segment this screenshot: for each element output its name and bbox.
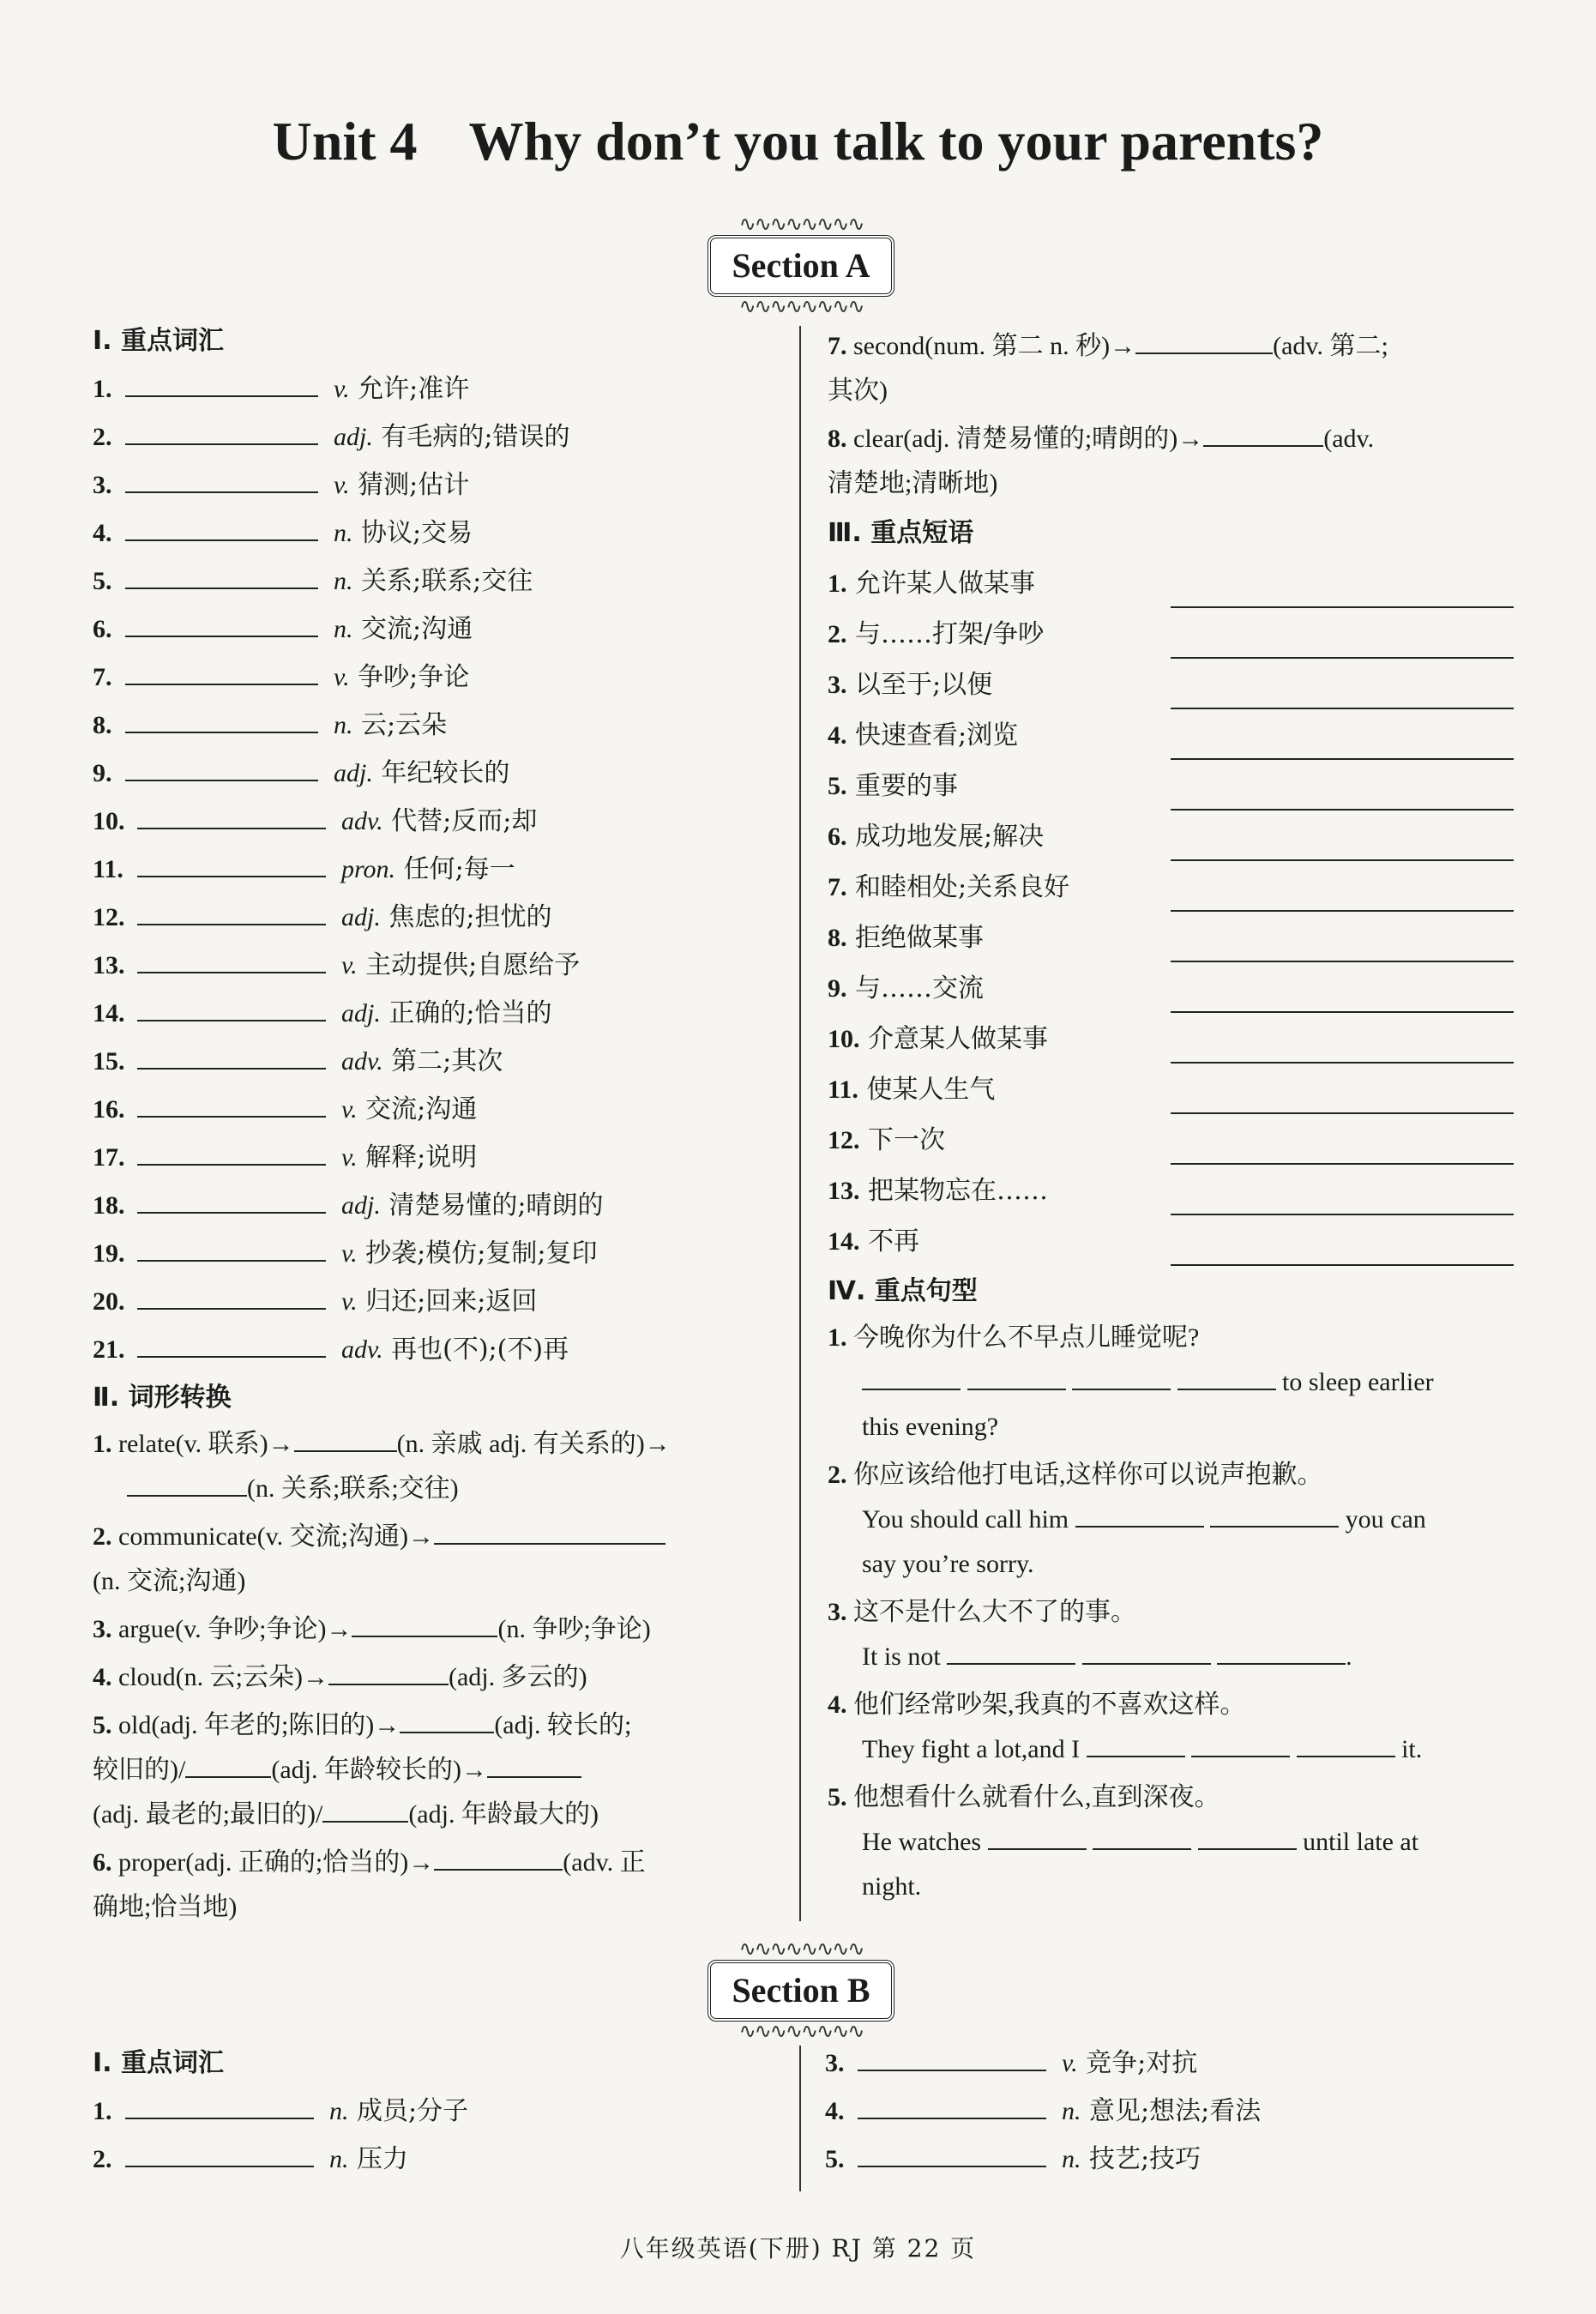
phrase-item [828, 861, 1514, 912]
unit-number: Unit 4 [272, 111, 418, 172]
wordform-heading: Ⅱ. 词形转换 [93, 1383, 232, 1413]
part-of-speech: adv. [341, 1047, 383, 1076]
answer-blank[interactable] [294, 1425, 397, 1452]
phrase-item [828, 962, 1514, 1013]
item-number: 10. [828, 1025, 860, 1053]
vocab-item: 3. v. 竞争;对抗 [825, 2040, 1511, 2088]
wordform-item: 2. communicate(v. 交流;沟通)→ (n. 交流;沟通) [93, 1515, 779, 1604]
item-number: 9. [93, 759, 112, 787]
phrase-list [828, 557, 1514, 1266]
item-number: 14. [93, 999, 125, 1027]
answer-blank[interactable] [1171, 985, 1514, 1013]
answer-blank[interactable] [487, 1751, 581, 1778]
item-number: 11. [828, 1076, 858, 1104]
unit-question: Why don’t you talk to your parents? [468, 111, 1324, 172]
answer-blank[interactable] [352, 1610, 497, 1637]
answer-blank[interactable] [137, 850, 326, 877]
item-number: 8. [93, 711, 112, 739]
answer-blank[interactable] [137, 1186, 326, 1214]
answer-blank[interactable] [137, 1234, 326, 1262]
phrase-text: 重要的事 [855, 771, 959, 801]
definition: 清楚易懂的;晴朗的 [388, 1190, 604, 1220]
answer-blank[interactable] [1177, 1363, 1276, 1390]
phrase-item [828, 1114, 1514, 1165]
phrase-heading: Ⅲ. 重点短语 [828, 518, 974, 548]
item-number: 5. [828, 772, 847, 800]
item-number: 19. [93, 1239, 125, 1268]
part-of-speech: pron. [341, 855, 396, 883]
answer-blank[interactable] [125, 418, 318, 445]
phrase-item [828, 659, 1514, 709]
answer-blank[interactable] [988, 1823, 1087, 1850]
sentence-heading: Ⅳ. 重点句型 [828, 1276, 978, 1306]
vocab-item [93, 413, 779, 461]
answer-blank[interactable] [1203, 419, 1323, 447]
phrase-text: 把某物忘在…… [868, 1176, 1049, 1206]
item-number: 2. [828, 620, 847, 648]
answer-blank[interactable] [858, 2044, 1046, 2071]
phrase-text: 与……打架/争吵 [855, 619, 1045, 649]
answer-blank[interactable] [967, 1363, 1066, 1390]
definition: 猜测;估计 [358, 470, 470, 500]
phrase-item [828, 709, 1514, 760]
phrase-text: 介意某人做某事 [868, 1024, 1049, 1054]
page-footer: 八年级英语(下册) RJ 第 22 页 [619, 2234, 977, 2263]
item-number: 18. [93, 1191, 125, 1220]
item-number: 12. [93, 903, 125, 931]
sentence-item: 1. 今晚你为什么不早点儿睡觉呢? to sleep earlier this evening? [828, 1323, 1434, 1441]
phrase-text: 允许某人做某事 [855, 569, 1036, 599]
phrase-text: 不再 [868, 1226, 920, 1256]
part-of-speech: v. [334, 375, 350, 403]
phrase-item [828, 608, 1514, 659]
definition: 有毛病的;错误的 [381, 422, 570, 452]
answer-blank[interactable] [858, 2140, 1046, 2167]
definition: 正确的;恰当的 [388, 998, 552, 1028]
unit-title [0, 110, 1596, 173]
phrase-text: 下一次 [868, 1125, 946, 1155]
vocab-list [93, 365, 779, 1374]
answer-blank[interactable] [1171, 682, 1514, 709]
sentence-item: 3. 这不是什么大不了的事。 It is not . [828, 1598, 1352, 1671]
answer-blank[interactable] [1087, 1730, 1185, 1757]
wordform-item: 8. clear(adj. 清楚易懂的;晴朗的)→ (adv. 清楚地;清晰地) [828, 417, 1514, 506]
answer-blank[interactable] [137, 994, 326, 1021]
answer-blank[interactable] [1171, 935, 1514, 962]
answer-blank[interactable] [125, 514, 318, 541]
answer-blank[interactable] [1217, 1637, 1346, 1665]
vocab-item [93, 654, 779, 702]
phrase-text: 以至于;以便 [855, 670, 993, 700]
item-number: 20. [93, 1287, 125, 1316]
answer-blank[interactable] [1171, 783, 1514, 811]
definition: 再也(不);(不)再 [391, 1335, 569, 1365]
item-number: 12. [828, 1126, 860, 1154]
answer-blank[interactable] [1171, 1137, 1514, 1165]
part-of-speech: n. [334, 711, 353, 739]
vocab-item [93, 1182, 779, 1230]
answer-blank[interactable] [1171, 631, 1514, 659]
vocab-item [93, 557, 779, 606]
vocab-item: 2. n. 压力 [93, 2136, 779, 2184]
definition: 主动提供;自愿给予 [365, 950, 581, 980]
vocab-item [93, 606, 779, 654]
answer-blank[interactable] [125, 2092, 314, 2119]
part-of-speech: n. [334, 519, 353, 547]
answer-blank[interactable] [1171, 1087, 1514, 1114]
answer-blank[interactable] [328, 1658, 449, 1685]
phrase-item [828, 811, 1514, 861]
definition: 协议;交易 [361, 518, 473, 548]
vocab-item [93, 1230, 779, 1278]
definition: 第二;其次 [391, 1046, 503, 1076]
answer-blank[interactable] [858, 2092, 1046, 2119]
phrase-text: 与……交流 [855, 973, 985, 1003]
part-of-speech: adj. [334, 423, 373, 451]
phrase-item [828, 1215, 1514, 1266]
column-divider-b [799, 2046, 801, 2191]
phrase-item [828, 1064, 1514, 1114]
definition: 交流;沟通 [365, 1094, 478, 1124]
vocab-item: 1. n. 成员;分子 [93, 2088, 779, 2136]
phrase-item [828, 557, 1514, 608]
part-of-speech: v. [341, 951, 358, 979]
vocab-item: 5. n. 技艺;技巧 [825, 2136, 1511, 2184]
phrase-text: 成功地发展;解决 [855, 822, 1045, 852]
vocab-item [93, 509, 779, 557]
item-number: 13. [93, 951, 125, 979]
vocab-item [93, 1278, 779, 1326]
phrase-item [828, 912, 1514, 962]
answer-blank[interactable] [125, 610, 318, 637]
item-number: 6. [93, 615, 112, 643]
answer-blank[interactable] [125, 466, 318, 493]
phrase-text: 快速查看;浏览 [855, 720, 1019, 750]
answer-blank[interactable] [137, 1138, 326, 1166]
answer-blank[interactable] [947, 1637, 1075, 1665]
definition: 解释;说明 [365, 1142, 478, 1172]
vocab-item [93, 461, 779, 509]
item-number: 1. [828, 569, 847, 598]
definition: 任何;每一 [403, 854, 515, 884]
vocab-item [93, 702, 779, 750]
answer-blank[interactable] [125, 706, 318, 733]
answer-blank[interactable] [137, 1042, 326, 1070]
vocab-item [93, 365, 779, 413]
item-number: 7. [828, 873, 847, 901]
answer-blank[interactable] [862, 1363, 961, 1390]
item-number: 17. [93, 1143, 125, 1172]
vocab-item [93, 894, 779, 942]
item-number: 8. [828, 924, 847, 952]
vocab-item [93, 1038, 779, 1086]
part-of-speech: v. [341, 1143, 358, 1172]
answer-blank[interactable] [322, 1795, 408, 1823]
section-b-right [825, 2040, 1511, 2184]
item-number: 2. [93, 423, 112, 451]
answer-blank[interactable] [1171, 834, 1514, 861]
phrase-text: 拒绝做某事 [855, 923, 985, 953]
phrase-item [828, 760, 1514, 811]
section-b-left [93, 2040, 779, 2184]
answer-blank[interactable] [1075, 1500, 1204, 1528]
answer-blank[interactable] [1171, 1188, 1514, 1215]
definition: 云;云朵 [361, 710, 448, 740]
answer-blank[interactable] [434, 1517, 666, 1545]
item-number: 6. [828, 823, 847, 851]
vocab-heading: Ⅰ. 重点词汇 [93, 326, 225, 356]
definition: 争吵;争论 [358, 662, 470, 692]
wordform-item: 1. relate(v. 联系)→ (n. 亲戚 adj. 有关系的)→ (n. 关系;联系;交往) [93, 1422, 779, 1511]
vocab-item [93, 1134, 779, 1182]
answer-blank[interactable] [127, 1469, 247, 1497]
answer-blank[interactable] [1171, 1036, 1514, 1064]
left-column [93, 317, 779, 1933]
item-number: 4. [828, 721, 847, 750]
item-number: 1. [93, 375, 112, 403]
part-of-speech: v. [334, 471, 350, 499]
wordform-item: 7. second(num. 第二 n. 秒)→ (adv. 第二; 其次) [828, 324, 1514, 413]
phrase-item [828, 1013, 1514, 1064]
item-number: 21. [93, 1335, 125, 1364]
answer-blank[interactable] [1093, 1823, 1191, 1850]
vocab-item [93, 1086, 779, 1134]
definition: 归还;回来;返回 [365, 1287, 538, 1317]
item-number: 10. [93, 807, 125, 835]
wordform-item: 3. argue(v. 争吵;争论)→ (n. 争吵;争论) [93, 1607, 779, 1652]
item-number: 7. [93, 663, 112, 691]
item-number: 5. [93, 567, 112, 595]
answer-blank[interactable] [125, 2140, 314, 2167]
definition: 交流;沟通 [361, 614, 473, 644]
part-of-speech: v. [341, 1095, 358, 1124]
definition: 年纪较长的 [381, 758, 510, 788]
section-b-vocab-heading: Ⅰ. 重点词汇 [93, 2048, 225, 2078]
vocab-item [93, 1326, 779, 1374]
answer-blank[interactable] [1135, 327, 1273, 354]
sentence-item: 2. 你应该给他打电话,这样你可以说声抱歉。 You should call him you can say you’re sorry. [828, 1461, 1426, 1578]
answer-blank[interactable] [1171, 1238, 1514, 1266]
answer-blank[interactable] [1072, 1363, 1171, 1390]
definition: 允许;准许 [358, 374, 470, 404]
item-number: 13. [828, 1177, 860, 1205]
right-column [828, 324, 1514, 1913]
answer-blank[interactable] [185, 1751, 271, 1778]
item-number: 16. [93, 1095, 125, 1124]
answer-blank[interactable] [137, 1090, 326, 1118]
sentence-item: 5. 他想看什么就看什么,直到深夜。 He watches until late at night. [828, 1783, 1419, 1901]
answer-blank[interactable] [400, 1706, 494, 1733]
part-of-speech: adv. [341, 807, 383, 835]
answer-blank[interactable] [137, 898, 326, 925]
answer-blank[interactable] [1198, 1823, 1297, 1850]
item-number: 11. [93, 855, 123, 883]
vocab-item [93, 798, 779, 846]
section-b-badge: ∿∿∿∿∿∿∿∿ Section B ∿∿∿∿∿∿∿∿ [708, 1960, 894, 2022]
part-of-speech: adj. [341, 1191, 381, 1220]
part-of-speech: adj. [341, 999, 381, 1027]
part-of-speech: n. [334, 615, 353, 643]
section-a-badge: ∿∿∿∿∿∿∿∿ Section A ∿∿∿∿∿∿∿∿ [708, 235, 894, 297]
part-of-speech: adj. [334, 759, 373, 787]
vocab-item [93, 942, 779, 990]
definition: 抄袭;模仿;复制;复印 [365, 1238, 598, 1268]
answer-blank[interactable] [137, 1282, 326, 1310]
vocab-item [93, 990, 779, 1038]
answer-blank[interactable] [137, 1330, 326, 1358]
answer-blank[interactable] [125, 658, 318, 685]
answer-blank[interactable] [137, 802, 326, 829]
item-number: 3. [93, 471, 112, 499]
item-number: 4. [93, 519, 112, 547]
item-number: 9. [828, 974, 847, 1003]
answer-blank[interactable] [125, 562, 318, 589]
item-number: 14. [828, 1227, 860, 1256]
item-number: 3. [828, 671, 847, 699]
vocab-item [93, 846, 779, 894]
phrase-text: 和睦相处;关系良好 [855, 872, 1070, 902]
definition: 代替;反而;却 [391, 806, 538, 836]
answer-blank[interactable] [1171, 884, 1514, 912]
part-of-speech: adj. [341, 903, 381, 931]
phrase-item [828, 1165, 1514, 1215]
part-of-speech: adv. [341, 1335, 383, 1364]
answer-blank[interactable] [1082, 1637, 1211, 1665]
wordform-item: 5. old(adj. 年老的;陈旧的)→ (adj. 较长的; 较旧的)/ (adj. 年龄较长的)→ (adj. 最老的;最旧的)/ (adj. 年龄最大的) [93, 1703, 779, 1837]
phrase-text: 使某人生气 [866, 1075, 996, 1105]
part-of-speech: v. [341, 1239, 358, 1268]
wordform-item: 4. cloud(n. 云;云朵)→ (adj. 多云的) [93, 1655, 779, 1700]
answer-blank[interactable] [1297, 1730, 1395, 1757]
answer-blank[interactable] [1171, 581, 1514, 608]
wordform-item: 6. proper(adj. 正确的;恰当的)→ (adv. 正 确地;恰当地) [93, 1841, 779, 1930]
answer-blank[interactable] [1210, 1500, 1339, 1528]
definition: 焦虑的;担忧的 [388, 902, 552, 932]
sentence-item: 4. 他们经常吵架,我真的不喜欢这样。 They fight a lot,and I it. [828, 1690, 1423, 1763]
answer-blank[interactable] [1191, 1730, 1290, 1757]
definition: 关系;联系;交往 [361, 566, 533, 596]
column-divider [799, 326, 801, 1921]
answer-blank[interactable] [125, 754, 318, 781]
part-of-speech: v. [334, 663, 350, 691]
answer-blank[interactable] [1171, 732, 1514, 760]
answer-blank[interactable] [434, 1843, 563, 1871]
answer-blank[interactable] [137, 946, 326, 973]
item-number: 15. [93, 1047, 125, 1076]
vocab-item [93, 750, 779, 798]
answer-blank[interactable] [125, 370, 318, 397]
vocab-item: 4. n. 意见;想法;看法 [825, 2088, 1511, 2136]
part-of-speech: n. [334, 567, 353, 595]
part-of-speech: v. [341, 1287, 358, 1316]
